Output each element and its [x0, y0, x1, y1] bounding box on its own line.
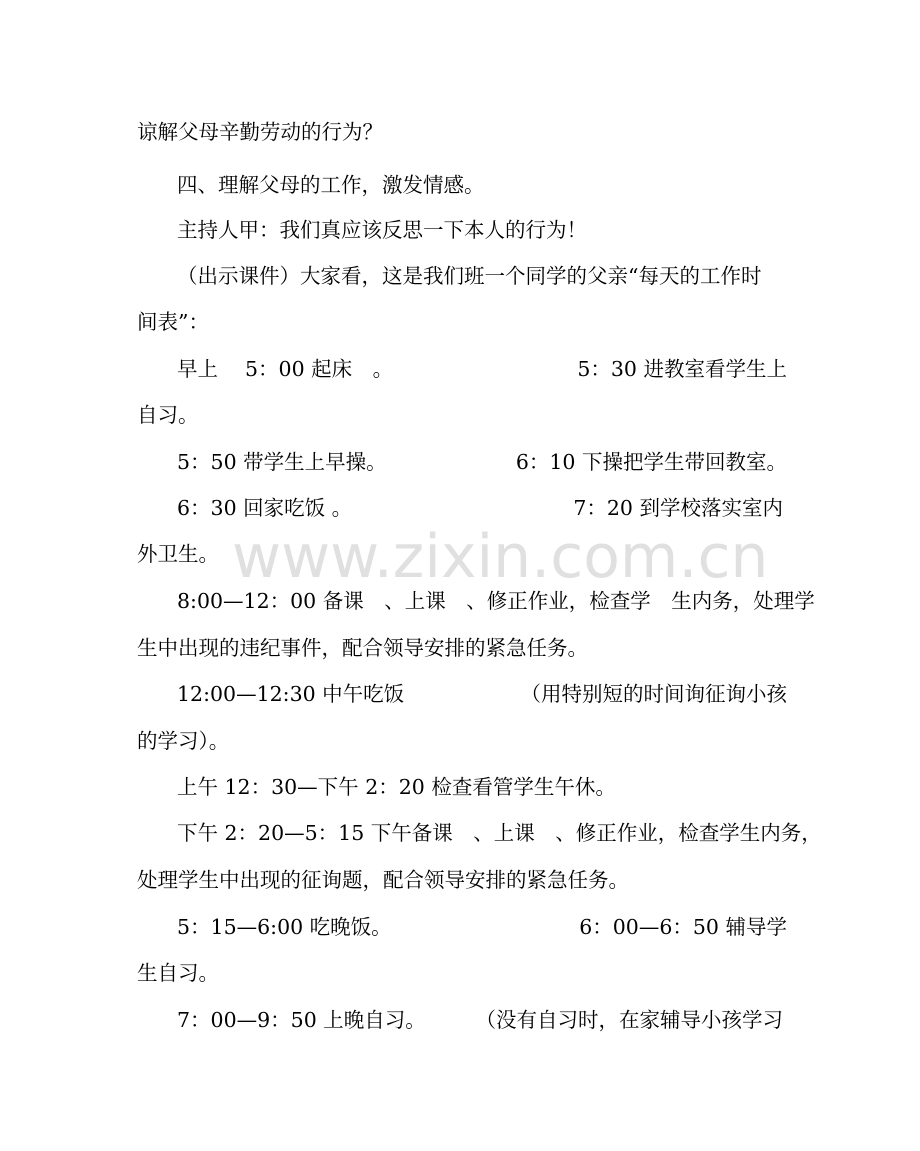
schedule-line: 5：15—6:00 吃晚饭。: [177, 915, 392, 939]
schedule-line: 处理学生中出现的征询题，配合领导安排的紧急任务。: [137, 868, 629, 892]
schedule-line: 下午 2：20—5：15 下午备课 、上课 、修正作业，检查学生内务，: [177, 821, 822, 845]
schedule-line-right: 5：30 进教室看学生上: [577, 357, 787, 381]
section-heading: 四、理解父母的工作，激发情感。: [177, 173, 485, 197]
schedule-line-right: 6：10 下操把学生带回教室。: [515, 450, 787, 474]
paragraph-line: 谅解父母辛勤劳动的行为？: [137, 120, 383, 144]
schedule-line: 12:00—12:30 中午吃饭: [177, 682, 405, 706]
schedule-line: 生自习。: [137, 961, 219, 985]
paragraph-line: 间表”：: [137, 310, 209, 334]
schedule-line: 6：30 回家吃饭 。: [177, 496, 353, 520]
schedule-line: 外卫生。: [137, 542, 219, 566]
schedule-line: 的学习）。: [137, 729, 230, 753]
schedule-line: 8:00—12：00 备课 、上课 、修正作业，检查学 生内务，处理学: [177, 589, 815, 613]
schedule-line: 早上 5：00 起床 。: [177, 357, 394, 381]
watermark: www.zixin.com.cn: [232, 522, 769, 592]
schedule-line-right: 7：20 到学校落实室内: [573, 496, 783, 520]
schedule-line: 上午 12：30—下午 2：20 检查看管学生午休。: [177, 775, 616, 799]
schedule-line: 7：00—9：50 上晚自习。: [177, 1008, 426, 1032]
schedule-line: 生中出现的违纪事件，配合领导安排的紧急任务。: [137, 636, 588, 660]
paragraph-line: 主持人甲：我们真应该反思一下本人的行为！: [177, 218, 587, 242]
schedule-line: 5：50 带学生上早操。: [177, 450, 387, 474]
paragraph-line: （出示课件）大家看，这是我们班一个同学的父亲“每天的工作时: [177, 264, 762, 288]
schedule-line-right: （用特别短的时间询征询小孩: [520, 682, 787, 706]
schedule-line-right: 6：00—6：50 辅导学: [579, 915, 787, 939]
schedule-line-right: （没有自习时，在家辅导小孩学习: [475, 1008, 783, 1032]
schedule-line: 自习。: [137, 403, 199, 427]
